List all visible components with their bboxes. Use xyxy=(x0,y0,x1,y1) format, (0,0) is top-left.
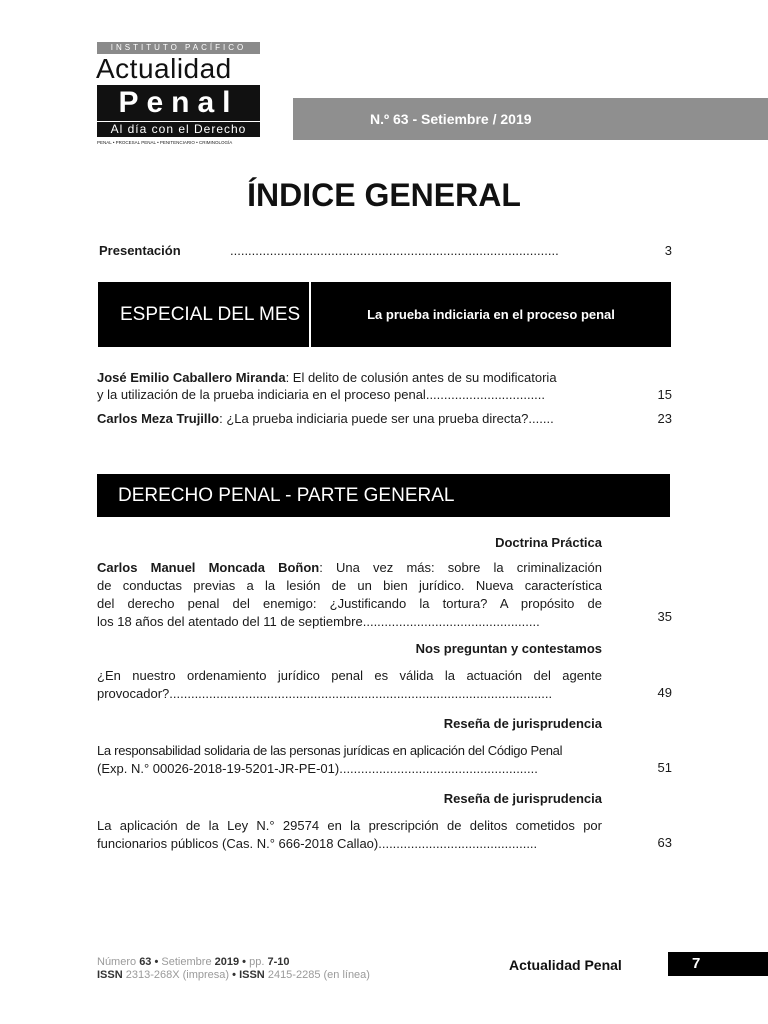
entry-caballero-line2 xyxy=(97,386,602,404)
heading-resena-2: Reseña de jurisprudencia xyxy=(443,791,602,806)
entry-prescripcion-line2 xyxy=(97,835,602,853)
entry-prescripcion-page: 63 xyxy=(657,835,672,850)
entry-moncada-line2: de conductas previas a la lesión de un bien jurídico. Nueva característica xyxy=(97,578,602,593)
especial-topic-box xyxy=(311,282,671,347)
entry-moncada-line3: del derecho penal del enemigo: ¿Justificando la tortura? A propósito de xyxy=(97,596,602,611)
entry-caballero-text1: : El delito de colusión antes de su modificatoria xyxy=(285,370,557,385)
especial-label: ESPECIAL DEL MES xyxy=(120,304,301,325)
entry-prescripcion xyxy=(97,817,602,853)
logo-actualidad: Actualidad xyxy=(96,53,232,84)
entry-meza-text: : ¿La prueba indiciaria puede ser una prueba directa? xyxy=(219,411,529,426)
entry-moncada-text1: : Una vez más: sobre la criminalización xyxy=(319,560,603,575)
footer-numero-label: Número xyxy=(97,956,137,968)
footer-pp-label: pp. xyxy=(249,956,265,968)
author-moncada: Carlos Manuel Moncada Boñon xyxy=(97,560,320,575)
footer-issn2-label: ISSN xyxy=(239,969,265,981)
footer-brand: Actualidad Penal xyxy=(509,957,622,973)
entry-meza-page: 23 xyxy=(657,411,672,426)
author-meza: Carlos Meza Trujillo xyxy=(97,411,220,426)
logo-institute: INSTITUTO PACÍFICO xyxy=(97,42,260,54)
entry-caballero-page: 15 xyxy=(657,387,672,402)
logo-subline: PENAL • PROCESAL PENAL • PENITENCIARIO • CRIMINOLOGÍA xyxy=(97,140,233,145)
logo-tagline: Al día con el Derecho xyxy=(97,122,260,137)
footer-issn1: 2313-268X (impresa) xyxy=(125,969,230,981)
entry-caballero-line1 xyxy=(97,369,602,387)
entry-caballero-dots: ................................. xyxy=(425,387,546,402)
author-caballero: José Emilio Caballero Miranda xyxy=(97,370,286,385)
entry-prescripcion-line1: La aplicación de la Ley N.° 29574 en la prescripción de delitos cometidos por xyxy=(97,818,602,833)
entry-moncada-dots: ................................................. xyxy=(362,614,540,629)
especial-label-box xyxy=(98,282,309,347)
entry-agente-line1: ¿En nuestro ordenamiento jurídico penal es válida la actuación del agente xyxy=(97,668,602,683)
entry-agente-line2 xyxy=(97,685,602,703)
page-title: ÍNDICE GENERAL xyxy=(247,177,521,213)
entry-responsabilidad-line1: La responsabilidad solidaria de las personas jurídicas en aplicación del Código Penal xyxy=(97,743,563,758)
entry-moncada-page: 35 xyxy=(657,609,672,624)
heading-doctrina: Doctrina Práctica xyxy=(495,535,602,550)
entry-moncada xyxy=(97,559,602,631)
especial-topic: La prueba indiciaria en el proceso penal xyxy=(367,307,615,322)
entry-moncada-line1 xyxy=(97,559,602,577)
footer-mes: Setiembre xyxy=(161,956,212,968)
presentacion-page: 3 xyxy=(664,243,672,258)
entry-responsabilidad-text2: (Exp. N.° 00026-2018-19-5201-JR-PE-01) xyxy=(97,761,340,776)
footer-numero: 63 xyxy=(139,956,152,968)
presentacion-dots: ........................................................................................... xyxy=(230,243,559,258)
entry-prescripcion-text2: funcionarios públicos (Cas. N.° 666-2018 Callao) xyxy=(97,836,379,851)
heading-nos-preguntan: Nos preguntan y contestamos xyxy=(415,641,602,656)
entry-moncada-line4 xyxy=(97,613,602,631)
entry-moncada-text4: los 18 años del atentado del 11 de septiembre xyxy=(97,614,363,629)
footer-pp: 7-10 xyxy=(267,956,290,968)
entry-prescripcion-dots: ............................................ xyxy=(378,836,538,851)
footer-issue-info: Número 63 • Setiembre 2019 • pp. 7-10 xyxy=(97,956,290,968)
derecho-section-label: DERECHO PENAL - PARTE GENERAL xyxy=(118,485,455,506)
entry-caballero-text2: y la utilización de la prueba indiciaria en el proceso penal xyxy=(97,387,426,402)
derecho-section-box xyxy=(97,474,670,517)
entry-responsabilidad-line2 xyxy=(97,760,602,778)
entry-agente xyxy=(97,667,602,703)
footer-anio: 2019 xyxy=(214,956,240,968)
logo-penal: Penal xyxy=(97,85,260,121)
entry-responsabilidad-page: 51 xyxy=(657,760,672,775)
issue-label: N.º 63 - Setiembre / 2019 xyxy=(370,111,532,127)
entry-agente-page: 49 xyxy=(657,685,672,700)
presentacion-label: Presentación xyxy=(99,243,181,258)
footer-issn1-label: ISSN xyxy=(97,969,123,981)
footer-issn: ISSN 2313-268X (impresa) • ISSN 2415-2285 (en línea) xyxy=(97,969,370,981)
entry-meza-dots: ....... xyxy=(528,411,554,426)
issue-banner xyxy=(293,98,768,140)
entry-responsabilidad-dots: ....................................................... xyxy=(339,761,538,776)
entry-meza xyxy=(97,410,602,428)
footer-page-number: 7 xyxy=(668,952,768,976)
heading-resena-1: Reseña de jurisprudencia xyxy=(443,716,602,731)
entry-agente-dots: .......................................................................................................... xyxy=(169,686,553,701)
footer-issn2: 2415-2285 (en línea) xyxy=(267,969,370,981)
entry-responsabilidad xyxy=(97,742,602,778)
entry-agente-text2: provocador? xyxy=(97,686,170,701)
